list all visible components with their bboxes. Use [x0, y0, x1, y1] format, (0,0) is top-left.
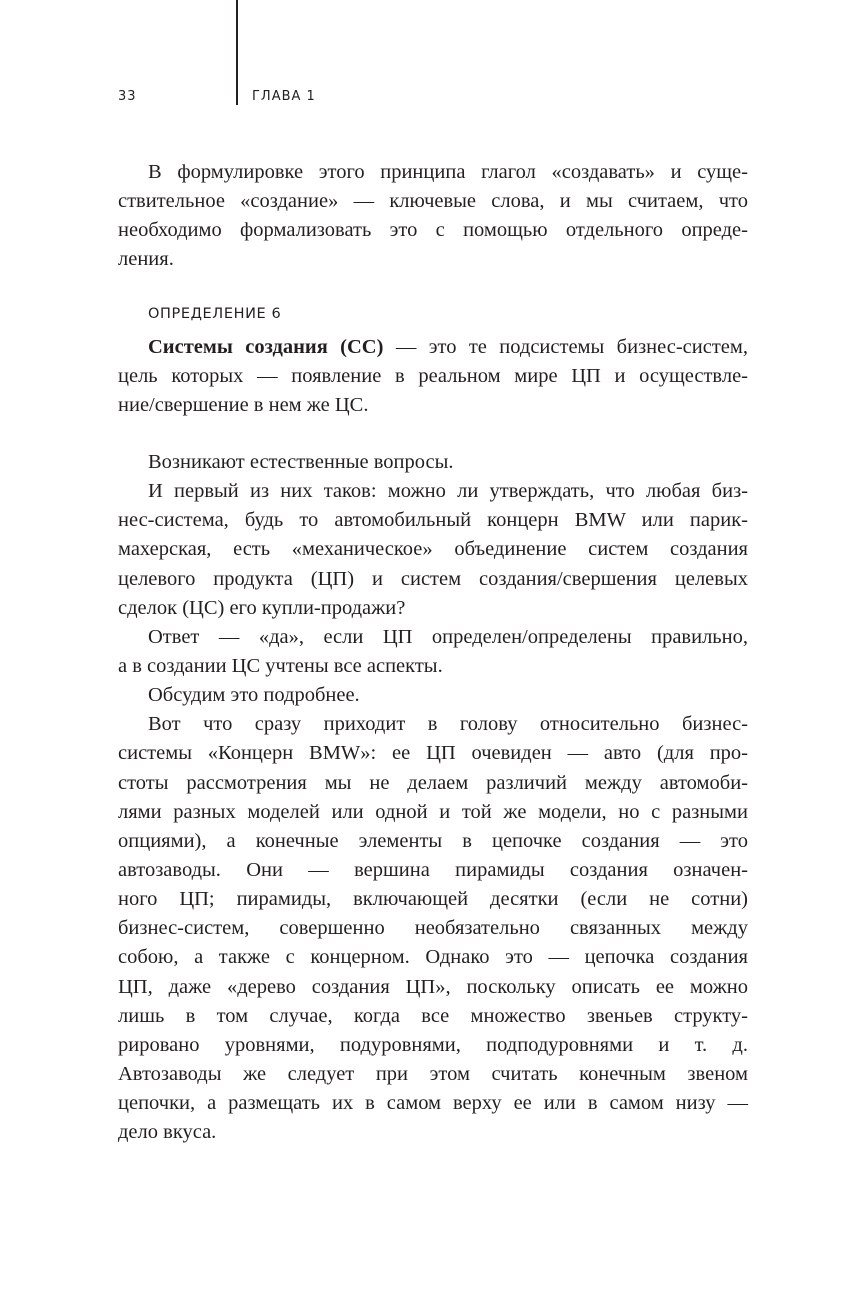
text-line: бизнес-систем, совершенно необязательно связанных между — [118, 917, 748, 940]
paragraph-intro — [118, 158, 748, 275]
text-line: нес-система, будь то автомобильный концерн BMW или парик- — [118, 509, 748, 532]
definition-line: ние/свершение в нем же ЦС. — [118, 394, 369, 417]
text-line: собою, а также с концерном. Однако это — цепочка создания — [118, 946, 748, 969]
definition-text: — это те подсистемы бизнес-систем, — [383, 336, 749, 358]
text-line: В формулировке этого принципа глагол «создавать» и суще- — [148, 161, 748, 183]
text-line: Ответ — «да», если ЦП определен/определены правильно, — [148, 625, 748, 648]
text-line: ЦП, даже «дерево создания ЦП», поскольку описать ее можно — [118, 975, 748, 998]
text-line: сделок (ЦС) его купли-продажи? — [118, 596, 406, 619]
text-line: ного ЦП; пирамиды, включающей десятки (если не сотни) — [118, 888, 748, 911]
definition-term: Системы создания (СС) — [148, 336, 384, 358]
text-line: ления. — [118, 248, 174, 271]
text-line: дело вкуса. — [118, 1121, 217, 1144]
running-head-chapter: ГЛАВА 1 — [252, 89, 316, 104]
text-line: лями разных моделей или одной и той же модели, но с разными — [118, 800, 748, 823]
text-line: Вот что сразу приходит в голову относительно бизнес- — [148, 713, 748, 736]
text-line: Возникают естественные вопросы. — [148, 451, 454, 473]
definition-line: цель которых — появление в реальном мире ЦП и осуществле- — [118, 365, 748, 388]
text-line: опциями), а конечные элементы в цепочке создания — это — [118, 829, 748, 852]
definition-line — [118, 333, 748, 362]
text-line: ствительное «создание» — ключевые слова, и мы считаем, что — [118, 190, 748, 213]
text-line: Автозаводы же следует при этом считать конечным звеном — [118, 1062, 748, 1085]
definition-body — [118, 333, 748, 420]
text-line: лишь в том случае, когда все множество звеньев структу- — [118, 1004, 748, 1027]
text-line: целевого продукта (ЦП) и систем создания/свершения целевых — [118, 567, 748, 590]
page-number: 33 — [118, 89, 137, 104]
header-divider — [236, 0, 238, 105]
text-line: махерская, есть «механическое» объединение систем создания — [118, 538, 748, 561]
text-line: Обсудим это подробнее. — [148, 684, 360, 707]
body-text — [118, 448, 748, 1147]
text-line: системы «Концерн BMW»: ее ЦП очевиден — авто (для про- — [118, 742, 748, 765]
text-line: рировано уровнями, подуровнями, подподуровнями и т. д. — [118, 1033, 748, 1056]
text-line: а в создании ЦС учтены все аспекты. — [118, 654, 443, 677]
text-line: И первый из них таков: можно ли утверждать, что любая биз- — [148, 480, 748, 503]
text-line: необходимо формализовать это с помощью отдельного опреде- — [118, 219, 748, 242]
text-line: стоты рассмотрения мы не делаем различий между автомоби- — [118, 771, 748, 794]
text-line: автозаводы. Они — вершина пирамиды создания означен- — [118, 858, 748, 881]
definition-heading: ОПРЕДЕЛЕНИЕ 6 — [148, 306, 282, 322]
text-line: цепочки, а размещать их в самом верху ее или в самом низу — — [118, 1092, 748, 1115]
